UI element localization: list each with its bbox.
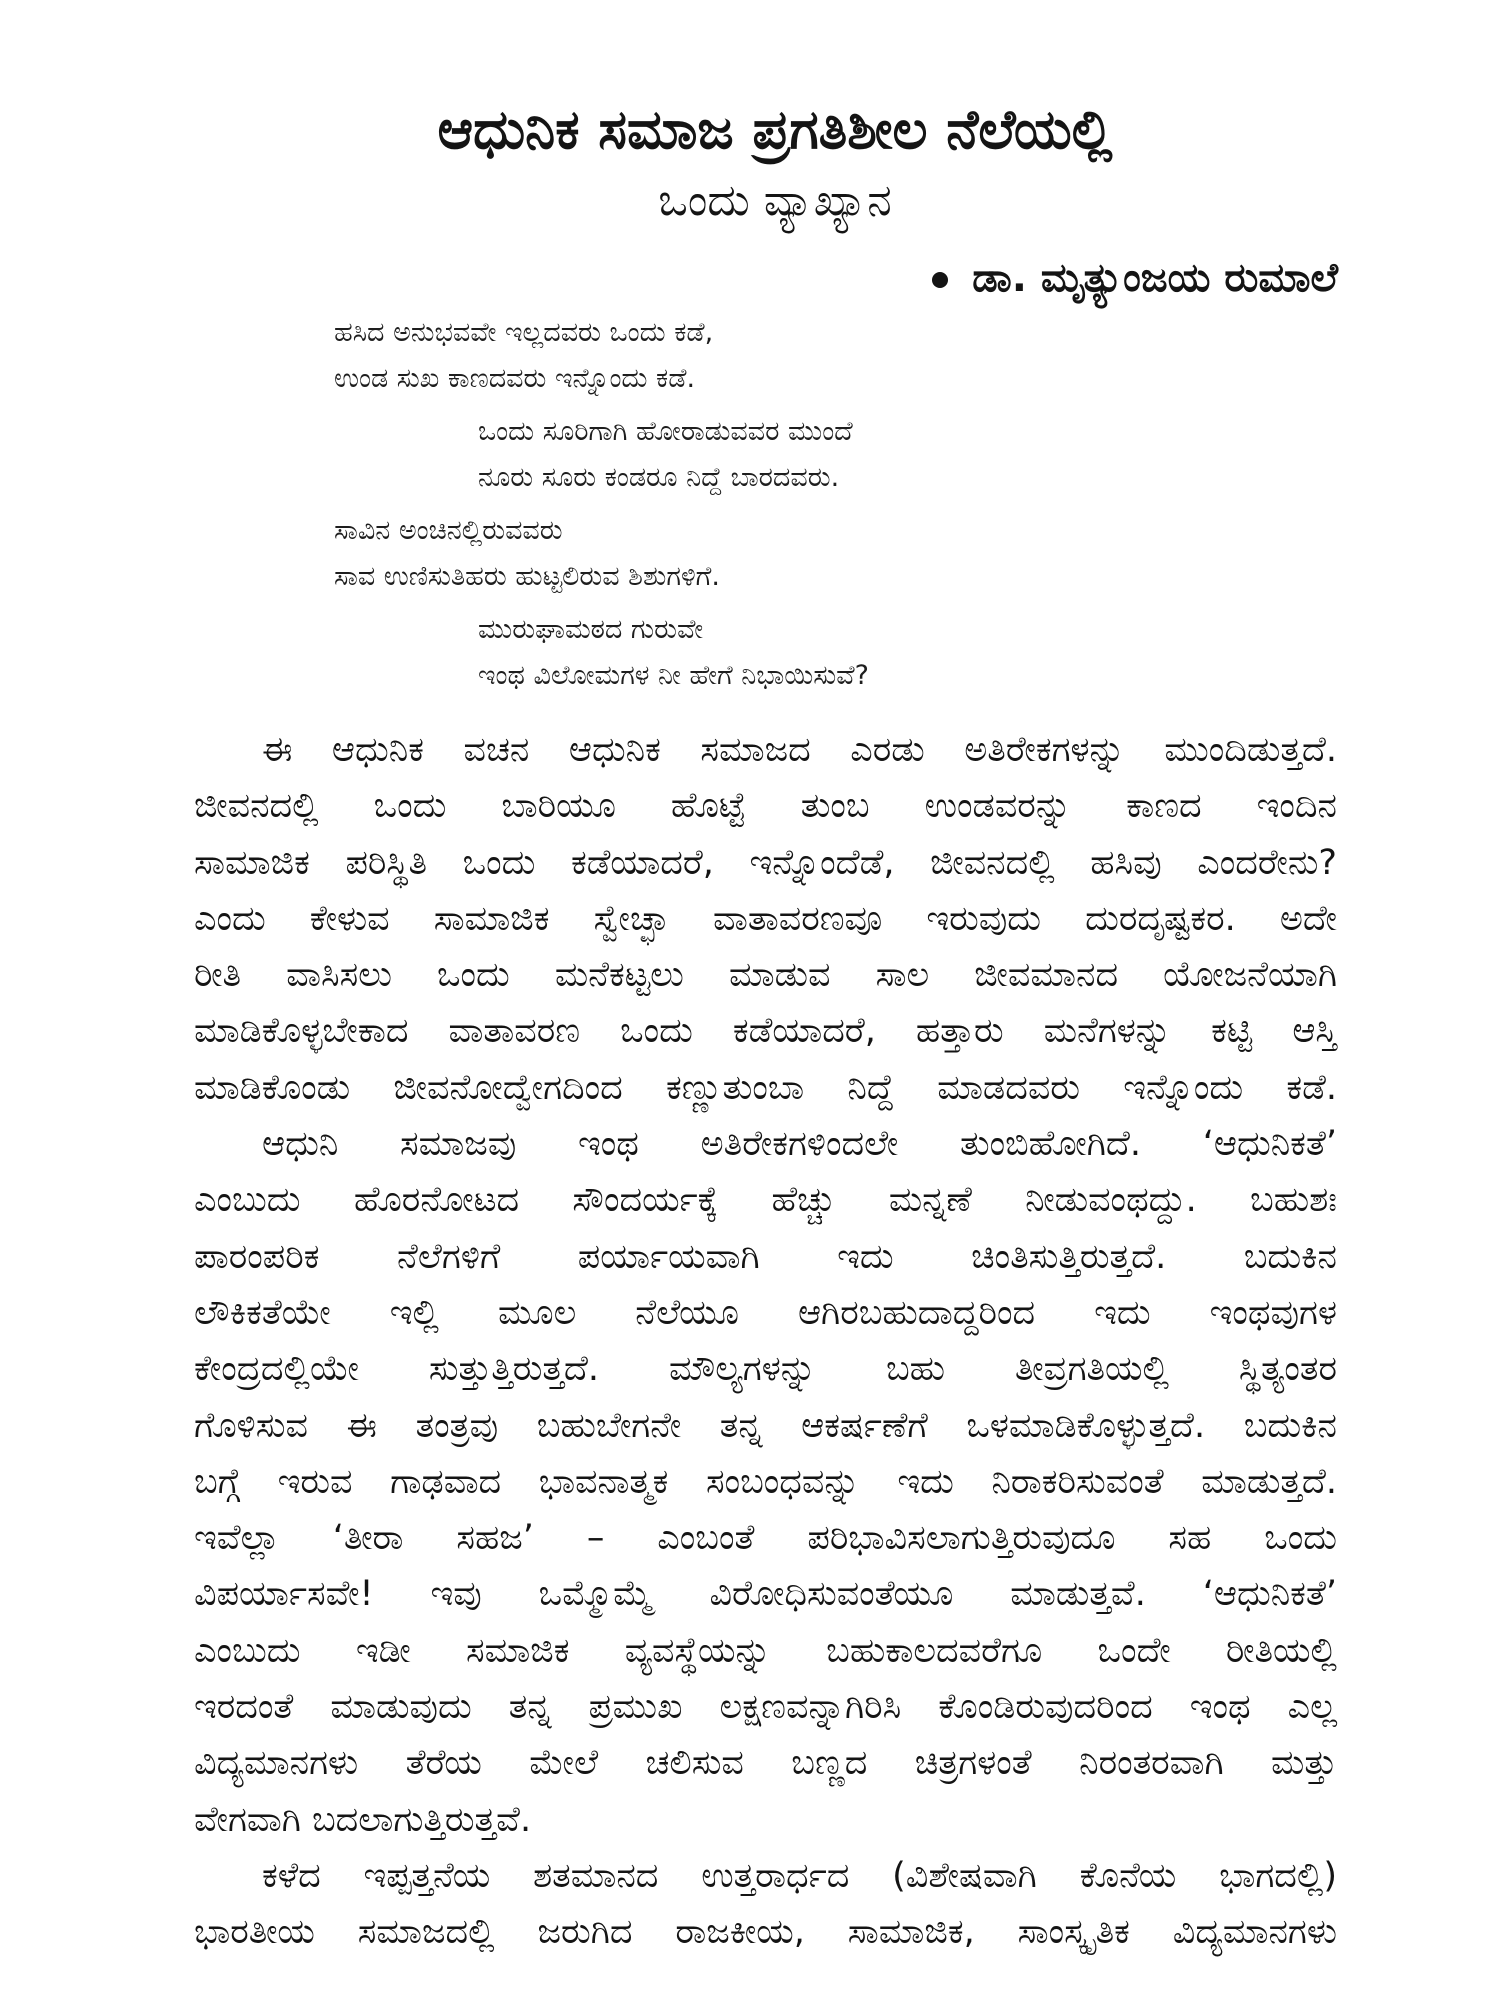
poem-stanza (478, 409, 1338, 501)
poem-stanza (478, 607, 1338, 699)
paragraph-line: ಲೌಕಿಕತೆಯೇ ಇಲ್ಲಿ ಮೂಲ ನೆಲೆಯೂ ಆಗಿರಬಹುದಾದ್ದರಿಂದ ಇದು ಇಂಥವುಗಳ (194, 1292, 1337, 1333)
paragraph-line: ಇರದಂತೆ ಮಾಡುವುದು ತನ್ನ ಪ್ರಮುಖ ಲಕ್ಷಣವನ್ನಾಗಿರಿಸಿ ಕೊಂಡಿರುವುದರಿಂದ ಇಂಥ ಎಲ್ಲ (194, 1687, 1337, 1728)
poem-stanza (334, 508, 1338, 600)
paragraph-line: ಮಾಡಿಕೊಳ್ಳಬೇಕಾದ ವಾತಾವರಣ ಒಂದು ಕಡೆಯಾದರೆ, ಹತ್ತಾರು ಮನೆಗಳನ್ನು ಕಟ್ಟಿ ಆಸ್ತಿ (194, 1011, 1337, 1052)
bullet-icon (932, 272, 948, 288)
poem-line: ಹಸಿದ ಅನುಭವವೇ ಇಲ್ಲದವರು ಒಂದು ಕಡೆ, (334, 317, 714, 348)
paragraph-line: ಪಾರಂಪರಿಕ ನೆಲೆಗಳಿಗೆ ಪರ್ಯಾಯವಾಗಿ ಇದು ಚಿಂತಿಸುತ್ತಿರುತ್ತದೆ. ಬದುಕಿನ (194, 1236, 1337, 1277)
paragraph-line: ಎಂಬುದು ಇಡೀ ಸಮಾಜಿಕ ವ್ಯವಸ್ಥೆಯನ್ನು ಬಹುಕಾಲದವರೆಗೂ ಒಂದೇ ರೀತಿಯಲ್ಲಿ (194, 1630, 1337, 1671)
paragraph-line: ವೇಗವಾಗಿ ಬದಲಾಗುತ್ತಿರುತ್ತವೆ. (194, 1799, 532, 1840)
paragraph-line: ಕಳೆದ ಇಪ್ಪತ್ತನೆಯ ಶತಮಾನದ ಉತ್ತರಾರ್ಧದ (ವಿಶೇಷವಾಗಿ ಕೊನೆಯ ಭಾಗದಲ್ಲಿ) (262, 1855, 1337, 1896)
body-paragraph (194, 722, 1338, 1116)
paragraph-line: ಮಾಡಿಕೊಂಡು ಜೀವನೋದ್ವೇಗದಿಂದ ಕಣ್ಣುತುಂಬಾ ನಿದ್ದೆ ಮಾಡದವರು ಇನ್ನೊಂದು ಕಡೆ. (194, 1067, 1337, 1108)
poem-line: ಮುರುಘಾಮಠದ ಗುರುವೇ (478, 614, 704, 645)
paragraph-line: ಈ ಆಧುನಿಕ ವಚನ ಆಧುನಿಕ ಸಮಾಜದ ಎರಡು ಅತಿರೇಕಗಳನ್ನು ಮುಂದಿಡುತ್ತದೆ. (262, 730, 1337, 770)
body-paragraph (194, 1116, 1338, 1848)
poem-line: ಸಾವಿನ ಅಂಚಿನಲ್ಲಿರುವವರು (334, 515, 563, 546)
paragraph-line: ಎಂದು ಕೇಳುವ ಸಾಮಾಜಿಕ ಸ್ವೇಚ್ಛಾ ವಾತಾವರಣವೂ ಇರುವುದು ದುರದೃಷ್ಟಕರ. ಅದೇ (194, 898, 1337, 939)
poem-line: ಸಾವ ಉಣಿಸುತಿಹರು ಹುಟ್ಟಲಿರುವ ಶಿಶುಗಳಿಗೆ. (334, 561, 720, 592)
paragraph-line: ಎಂಬುದು ಹೊರನೋಟದ ಸೌಂದರ್ಯಕ್ಕೆ ಹೆಚ್ಚು ಮನ್ನಣೆ ನೀಡುವಂಥದ್ದು. ಬಹುಶಃ (194, 1180, 1337, 1221)
document-subtitle: ಒಂದು ವ್ಯಾಖ್ಯಾನ (658, 175, 892, 226)
poem-line: ಒಂದು ಸೂರಿಗಾಗಿ ಹೋರಾಡುವವರ ಮುಂದೆ (478, 416, 853, 447)
paragraph-line: ಇವೆಲ್ಲಾ ‘ತೀರಾ ಸಹಜ’ – ಎಂಬಂತೆ ಪರಿಭಾವಿಸಲಾಗುತ್ತಿರುವುದೂ ಸಹ ಒಂದು (194, 1518, 1337, 1559)
paragraph-line: ಜೀವನದಲ್ಲಿ ಒಂದು ಬಾರಿಯೂ ಹೊಟ್ಟೆ ತುಂಬ ಉಂಡವರನ್ನು ಕಾಣದ ಇಂದಿನ (194, 786, 1337, 827)
document-title: ಆಧುನಿಕ ಸಮಾಜ ಪ್ರಗತಿಶೀಲ ನೆಲೆಯಲ್ಲಿ (437, 98, 1113, 161)
author-byline (194, 252, 1338, 304)
article-body (194, 722, 1338, 1961)
paragraph-line: ಸಾಮಾಜಿಕ ಪರಿಸ್ಥಿತಿ ಒಂದು ಕಡೆಯಾದರೆ, ಇನ್ನೊಂದೆಡೆ, ಜೀವನದಲ್ಲಿ ಹಸಿವು ಎಂದರೇನು? (194, 842, 1337, 883)
paragraph-line: ವಿದ್ಯಮಾನಗಳು ತೆರೆಯ ಮೇಲೆ ಚಲಿಸುವ ಬಣ್ಣದ ಚಿತ್ರಗಳಂತೆ ನಿರಂತರವಾಗಿ ಮತ್ತು (194, 1743, 1337, 1784)
poem-line: ಉಂಡ ಸುಖ ಕಾಣದವರು ಇನ್ನೊಂದು ಕಡೆ. (334, 363, 696, 394)
poem-line: ನೂರು ಸೂರು ಕಂಡರೂ ನಿದ್ದೆ ಬಾರದವರು. (478, 462, 840, 493)
paragraph-line: ಆಧುನಿ ಸಮಾಜವು ಇಂಥ ಅತಿರೇಕಗಳಿಂದಲೇ ತುಂಬಿಹೋಗಿದೆ. ‘ಆಧುನಿಕತೆ’ (262, 1124, 1337, 1165)
paragraph-line: ಕೇಂದ್ರದಲ್ಲಿಯೇ ಸುತ್ತುತ್ತಿರುತ್ತದೆ. ಮೌಲ್ಯಗಳನ್ನು ಬಹು ತೀವ್ರಗತಿಯಲ್ಲಿ ಸ್ಥಿತ್ಯಂತರ (194, 1349, 1337, 1390)
poem-line: ಇಂಥ ವಿಲೋಮಗಳ ನೀ ಹೇಗೆ ನಿಭಾಯಿಸುವೆ? (478, 660, 869, 691)
paragraph-line: ಗೊಳಿಸುವ ಈ ತಂತ್ರವು ಬಹುಬೇಗನೇ ತನ್ನ ಆಕರ್ಷಣೆಗೆ ಒಳಮಾಡಿಕೊಳ್ಳುತ್ತದೆ. ಬದುಕಿನ (194, 1405, 1337, 1446)
paragraph-line: ವಿಪರ್ಯಾಸವೇ! ಇವು ಒಮ್ಮೊಮ್ಮೆ ವಿರೋಧಿಸುವಂತೆಯೂ ಮಾಡುತ್ತವೆ. ‘ಆಧುನಿಕತೆ’ (194, 1574, 1337, 1615)
epigraph-poem (334, 310, 1338, 699)
poem-stanza (334, 310, 1338, 402)
paragraph-line: ಭಾರತೀಯ ಸಮಾಜದಲ್ಲಿ ಜರುಗಿದ ರಾಜಕೀಯ, ಸಾಮಾಜಿಕ, ಸಾಂಸ್ಕೃತಿಕ ವಿದ್ಯಮಾನಗಳು (194, 1912, 1337, 1953)
author-name: ಡಾ. ಮೃತ್ಯುಂಜಯ ರುಮಾಲೆ (972, 255, 1338, 301)
paragraph-line: ಬಗ್ಗೆ ಇರುವ ಗಾಢವಾದ ಭಾವನಾತ್ಮಕ ಸಂಬಂಧವನ್ನು ಇದು ನಿರಾಕರಿಸುವಂತೆ ಮಾಡುತ್ತದೆ. (194, 1461, 1337, 1502)
paragraph-line: ರೀತಿ ವಾಸಿಸಲು ಒಂದು ಮನೆಕಟ್ಟಲು ಮಾಡುವ ಸಾಲ ಜೀವಮಾನದ ಯೋಜನೆಯಾಗಿ (194, 955, 1337, 996)
body-paragraph (194, 1848, 1338, 1961)
